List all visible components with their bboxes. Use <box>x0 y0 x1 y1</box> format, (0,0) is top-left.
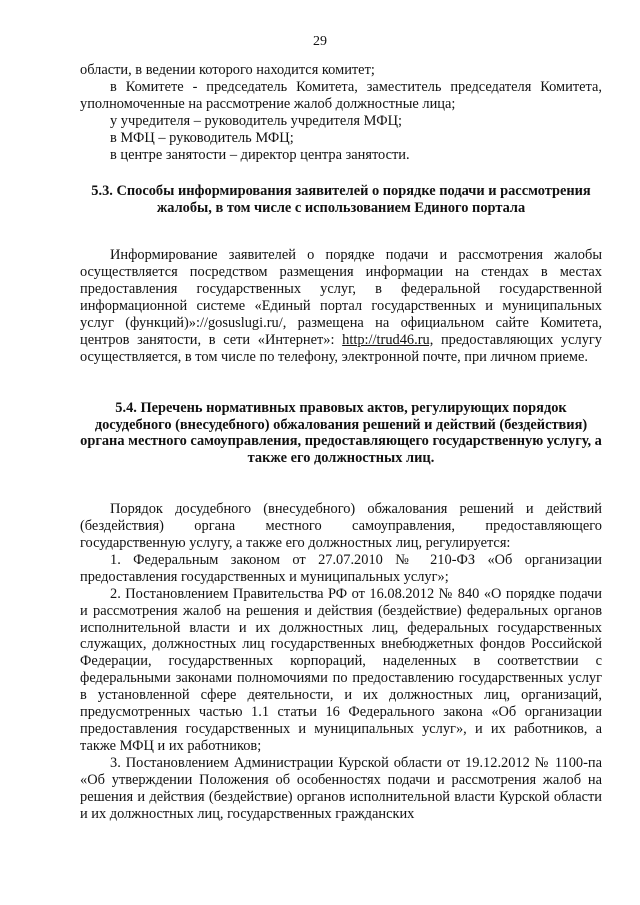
paragraph <box>80 247 602 365</box>
paragraph: 1. Федеральным законом от 27.07.2010 № 210-ФЗ «Об организации предоставления государственных и муниципальных услуг»; <box>80 551 602 585</box>
paragraph: 3. Постановлением Администрации Курской области от 19.12.2012 № 1100-па «Об утверждении Положения об особенностях подачи и рассмотрения жалоб на решения и действия (бездействие) органов исполнительной власти Курской области и их должностных лиц, государственных гражданских <box>80 754 602 822</box>
website-link[interactable]: http://trud46.ru, <box>342 331 434 348</box>
page-content <box>80 62 602 822</box>
paragraph: у учредителя – руководитель учредителя МФЦ; <box>110 112 402 129</box>
paragraph: в МФЦ – руководитель МФЦ; <box>110 129 294 146</box>
paragraph: 2. Постановлением Правительства РФ от 16.08.2012 № 840 «О порядке подачи и рассмотрения жалоб на решения и действия (бездействие) федеральных органов исполнительной власти и их должностных лиц, федеральных государственных служащих, должностных лиц государственных внебюджетных фондов Российской Федерации, государственных корпораций, наделенных в соответствии с федеральными законами полномочиями по предоставлению государственных услуг в установленной сфере деятельности, и их должностных лиц, организаций, предусмотренных частью 1.1 статьи 16 Федерального закона «Об организации предоставления государственных и муниципальных услуг», и их работников, а также МФЦ и их работников; <box>80 585 602 754</box>
section-heading-5-4: 5.4. Перечень нормативных правовых актов, регулирующих порядок досудебного (внесудебного) обжалования решений и действий (бездействия) органа местного самоуправления, предоставляющего государственную услугу, а также его должностных лиц. <box>80 399 602 467</box>
paragraph: в Комитете - председатель Комитета, заместитель председателя Комитета, уполномоченные на рассмотрение жалоб должностные лица; <box>80 78 602 112</box>
paragraph: Порядок досудебного (внесудебного) обжалования решений и действий (бездействия) органа местного самоуправления, предоставляющего государственную услугу, а также его должностных лиц, регулируется: <box>80 501 602 552</box>
paragraph-text: предоставляющих услугу осуществляется, в том числе по телефону, электронной почте, при личном приеме. <box>80 331 602 365</box>
page-number: 29 <box>313 34 327 49</box>
paragraph: области, в ведении которого находится комитет; <box>80 62 375 78</box>
paragraph-text: Информирование заявителей о порядке подачи и рассмотрения жалобы осуществляется посредством размещения информации на стендах в местах предоставления государственных услуг, в федеральной государственной информационной системе «Единый портал государственных и муниципальных услуг (функций)»://gosuslugi.ru/, размещена на официальном сайте Комитета, центров занятости, в сети «Интернет»: <box>80 247 602 348</box>
paragraph: в центре занятости – директор центра занятости. <box>110 146 410 163</box>
section-heading-5-3: 5.3. Способы информирования заявителей о порядке подачи и рассмотрения жалобы, в том числе с использованием Единого портала <box>91 183 591 217</box>
